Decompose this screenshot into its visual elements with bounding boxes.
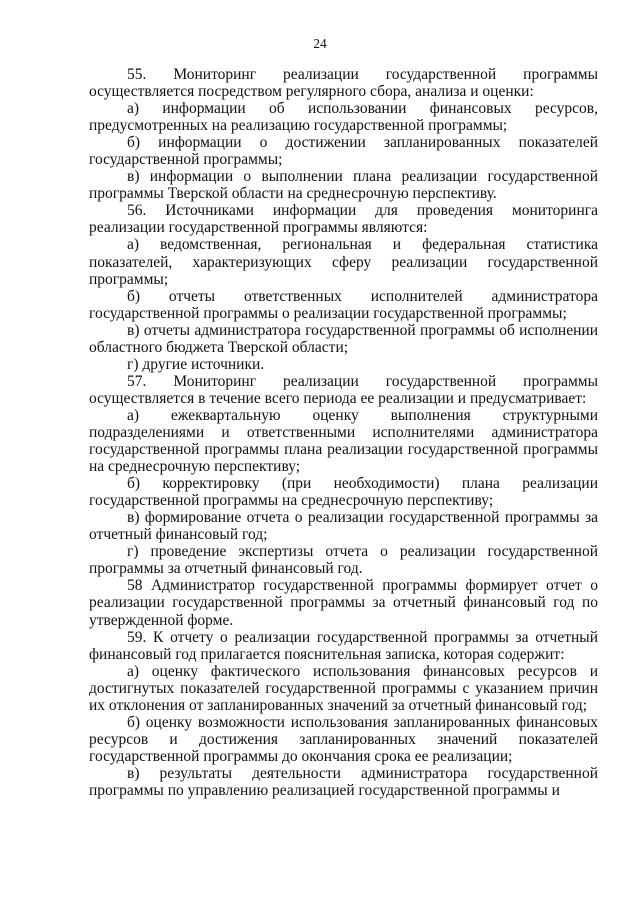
paragraph-57-a: а) ежеквартальную оценку выполнения структурными подразделениями и ответственными исполнителями администратора государственной программы плана реализации государственной программы на среднесрочную перспективу; bbox=[89, 406, 598, 476]
paragraph-56-g: г) другие источники. bbox=[127, 355, 265, 373]
paragraph-55-b: б) информации о достижении запланированных показателей государственной программы; bbox=[89, 134, 598, 169]
paragraph-59-a: а) оценку фактического использования финансовых ресурсов и достигнутых показателей государственной программы с указанием причин их отклонения от запланированных значений за отчетный финансовый год; bbox=[89, 662, 598, 714]
paragraph-56-v: в) отчеты администратора государственной программы об исполнении областного бюджета Тверской области; bbox=[89, 321, 598, 356]
paragraph-55-v: в) информации о выполнении плана реализации государственной программы Тверской области на среднесрочную перспективу. bbox=[89, 168, 598, 203]
paragraph-55-a: а) информации об использовании финансовых ресурсов, предусмотренных на реализацию государственной программы; bbox=[89, 100, 598, 135]
paragraph-56: 56. Источниками информации для проведения мониторинга реализации государственной программы являются: bbox=[89, 202, 598, 237]
paragraph-59-v: в) результаты деятельности администратора государственной программы по управлению реализацией государственной программы и bbox=[89, 764, 598, 799]
paragraph-55: 55. Мониторинг реализации государственной программы осуществляется посредством регулярного сбора, анализа и оценки: bbox=[89, 66, 598, 101]
paragraph-57-b: б) корректировку (при необходимости) плана реализации государственной программы на среднесрочную перспективу; bbox=[89, 475, 598, 510]
document-body bbox=[89, 66, 598, 799]
paragraph-58: 58 Администратор государственной программы формирует отчет о реализации государственной программы за отчетный финансовый год по утвержденной форме. bbox=[89, 577, 598, 629]
paragraph-57-g: г) проведение экспертизы отчета о реализации государственной программы за отчетный финансовый год. bbox=[89, 543, 598, 578]
paragraph-56-b: б) отчеты ответственных исполнителей администратора государственной программы о реализации государственной программы; bbox=[89, 287, 598, 322]
paragraph-57: 57. Мониторинг реализации государственной программы осуществляется в течение всего периода ее реализации и предусматривает: bbox=[89, 372, 598, 407]
page-number: 24 bbox=[313, 36, 327, 51]
paragraph-57-v: в) формирование отчета о реализации государственной программы за отчетный финансовый год; bbox=[89, 509, 598, 544]
paragraph-56-a: а) ведомственная, региональная и федеральная статистика показателей, характеризующих сферу реализации государственной программы; bbox=[89, 236, 598, 288]
paragraph-59: 59. К отчету о реализации государственной программы за отчетный финансовый год прилагается пояснительная записка, которая содержит: bbox=[89, 628, 598, 663]
paragraph-59-b: б) оценку возможности использования запланированных финансовых ресурсов и достижения запланированных значений показателей государственной программы до окончания срока ее реализации; bbox=[89, 713, 598, 765]
